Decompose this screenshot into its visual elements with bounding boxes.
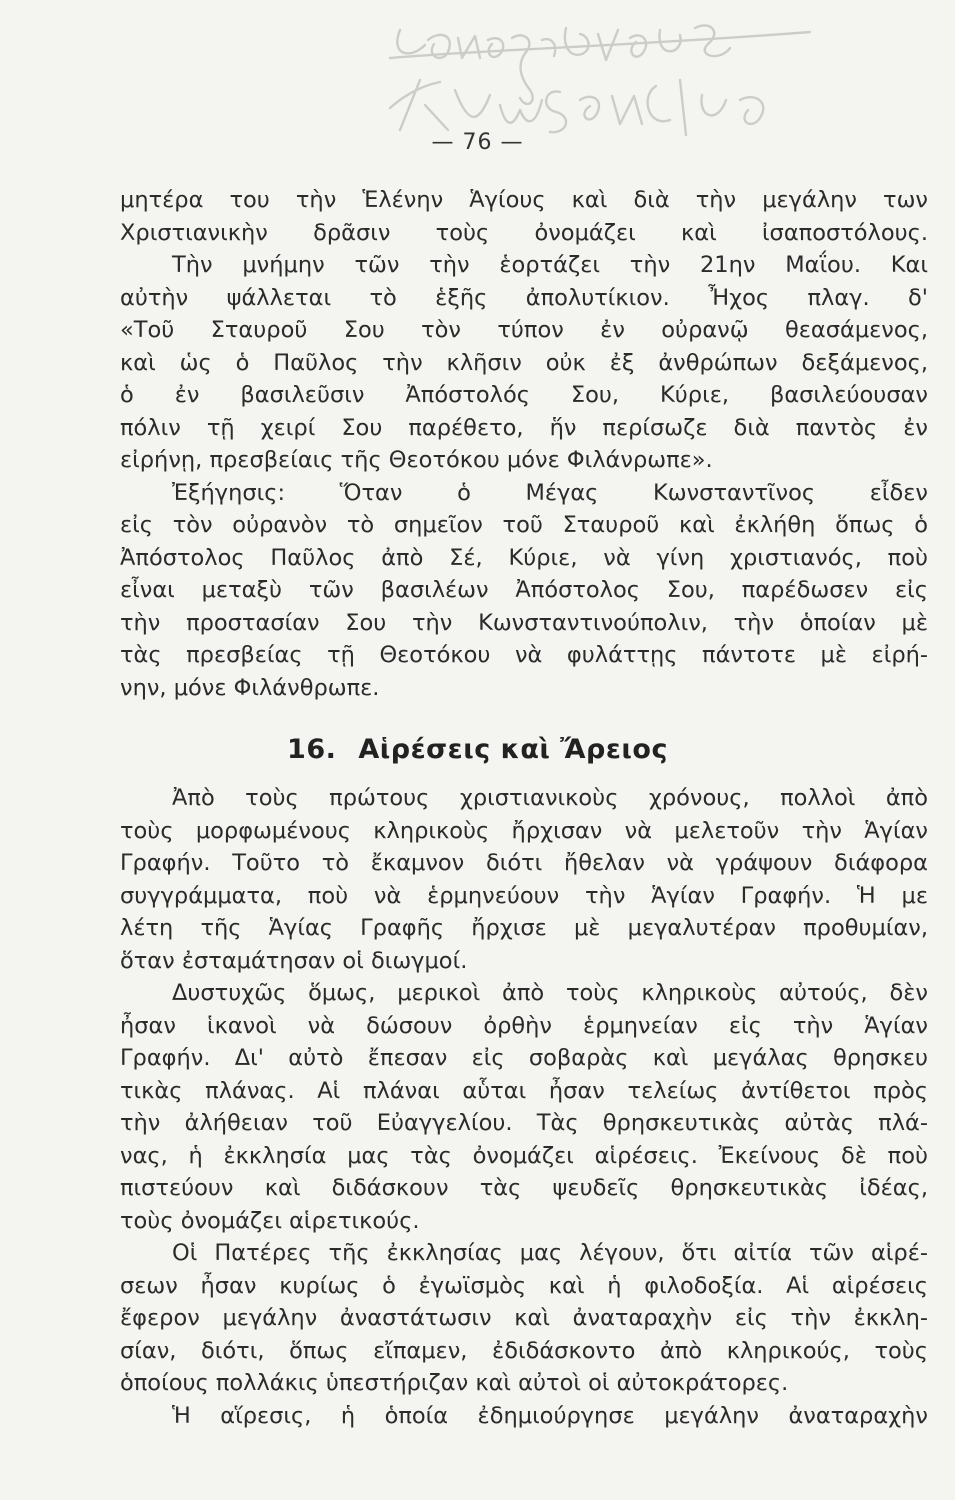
text-line: Χριστιανικὴν δρᾶσιν τοὺς ὀνομάζει καὶ ἰσαποστόλους.: [120, 219, 928, 246]
text-line: αὐτὴν ψάλλεται τὸ ἑξῆς ἀπολυτίκιον. Ἦχος πλαγ. δ': [120, 284, 928, 311]
text-line: εἰς τὸν οὐρανὸν τὸ σημεῖον τοῦ Σταυροῦ καὶ ἐκλήθη ὅπως ὁ: [120, 512, 928, 538]
text-line: Ἀπόστολος Παῦλος ἀπὸ Σέ, Κύριε, νὰ γίνη χριστιανός, ποὺ: [120, 544, 928, 571]
text-line: Ἀπὸ τοὺς πρώτους χριστιανικοὺς χρόνους, πολλοὶ ἀπὸ: [172, 785, 928, 811]
text-line: μητέρα του τὴν Ἑλένην Ἁγίους καὶ διὰ τὴν μεγάλην των: [120, 187, 928, 213]
text-line: τοὺς ὀνομάζει αἱρετικούς.: [120, 1207, 420, 1234]
page-number: — 76 —: [431, 130, 524, 155]
text-line: καὶ ὡς ὁ Παῦλος τὴν κλῆσιν οὐκ ἐξ ἀνθρώπων δεξάμενος,: [120, 349, 928, 376]
text-line: τὰς πρεσβείας τῇ Θεοτόκου νὰ φυλάττῃς πάντοτε μὲ εἰρή-: [120, 642, 928, 668]
text-line: τοὺς μορφωμένους κληρικοὺς ἤρχισαν νὰ μελετοῦν τὴν Ἁγίαν: [120, 817, 928, 844]
text-line: εἰρήνῃ, πρεσβείαις τῆς Θεοτόκου μόνε Φιλάνρωπε».: [120, 447, 713, 473]
paragraph-block-after-heading: [120, 782, 928, 1432]
text-line: Τὴν μνήμην τῶν τὴν ἑορτάζει τὴν 21ην Μαΐου. Και: [172, 252, 928, 278]
text-line: νας, ἡ ἐκκλησία μας τὰς ὀνομάζει αἱρέσεις. Ἐκείνους δὲ ποὺ: [120, 1142, 928, 1169]
text-line: τὴν προστασίαν Σου τὴν Κωνσταντινούπολιν, τὴν ὁποίαν μὲ: [120, 609, 928, 636]
paragraph-block-before-heading: [120, 184, 928, 704]
text-line: Ἡ αἵρεσις, ἡ ὁποία ἐδημιούργησε μεγάλην ἀναταραχὴν: [172, 1402, 928, 1429]
text-line: Γραφήν. Δι' αὐτὸ ἔπεσαν εἰς σοβαρὰς καὶ μεγάλας θρησκευ: [120, 1045, 928, 1071]
text-line: εἶναι μεταξὺ τῶν βασιλέων Ἀπόστολος Σου, παρέδωσεν εἰς: [120, 577, 928, 603]
text-line: Ἐξήγησις: Ὅταν ὁ Μέγας Κωνσταντῖνος εἶδεν: [172, 479, 928, 506]
text-line: Γραφήν. Τοῦτο τὸ ἔκαμνον διότι ἤθελαν νὰ γράψουν διάφορα: [120, 850, 928, 876]
text-line: Οἱ Πατέρες τῆς ἐκκλησίας μας λέγουν, ὅτι αἰτία τῶν αἱρέ-: [172, 1240, 928, 1266]
text-line: τὴν ἀλήθειαν τοῦ Εὐαγγελίου. Τὰς θρησκευτικὰς αὐτὰς πλά-: [120, 1110, 928, 1136]
section-title: Αἱρέσεις καὶ Ἄρειος: [358, 734, 668, 765]
text-line: λέτη τῆς Ἁγίας Γραφῆς ἤρχισε μὲ μεγαλυτέραν προθυμίαν,: [120, 915, 928, 941]
text-line: «Τοῦ Σταυροῦ Σου τὸν τύπον ἐν οὐρανῷ θεασάμενος,: [120, 317, 928, 343]
text-line: σίαν, διότι, ὅπως εἴπαμεν, ἐδιδάσκοντο ἀπὸ κληρικούς, τοὺς: [120, 1337, 928, 1364]
text-line: ὁ ἐν βασιλεῦσιν Ἀπόστολός Σου, Κύριε, βασιλεύουσαν: [120, 382, 928, 408]
section-heading: [0, 734, 955, 765]
text-line: Δυστυχῶς ὅμως, μερικοὶ ἀπὸ τοὺς κληρικοὺς αὐτούς, δὲν: [172, 980, 928, 1006]
text-line: ὅταν ἐσταμάτησαν οἱ διωγμοί.: [120, 947, 468, 974]
text-line: ὁποίους πολλάκις ὑπεστήριζαν καὶ αὐτοὶ οἱ αὐτοκράτορες.: [120, 1370, 789, 1396]
text-line: πιστεύουν καὶ διδάσκουν τὰς ψευδεῖς θρησκευτικὰς ἰδέας,: [120, 1175, 928, 1201]
text-line: συγγράμματα, ποὺ νὰ ἑρμηνεύουν τὴν Ἁγίαν Γραφήν. Ἡ με: [120, 882, 928, 909]
text-line: τικὰς πλάνας. Αἱ πλάναι αὗται ἦσαν τελείως ἀντίθετοι πρὸς: [120, 1077, 928, 1104]
text-line: ἦσαν ἱκανοὶ νὰ δώσουν ὀρθὴν ἑρμηνείαν εἰς τὴν Ἁγίαν: [120, 1012, 928, 1039]
text-line: πόλιν τῇ χειρί Σου παρέθετο, ἥν περίσωζε διὰ παντὸς ἐν: [120, 414, 928, 441]
text-line: σεων ἦσαν κυρίως ὁ ἐγωϊσμὸς καὶ ἡ φιλοδοξία. Αἱ αἱρέσεις: [120, 1272, 928, 1299]
text-line: νην, μόνε Φιλάνθρωπε.: [120, 674, 380, 701]
text-line: ἔφερον μεγάλην ἀναστάτωσιν καὶ ἀναταραχὴν εἰς τὴν ἐκκλη-: [120, 1305, 928, 1331]
section-number: 16.: [287, 734, 337, 765]
